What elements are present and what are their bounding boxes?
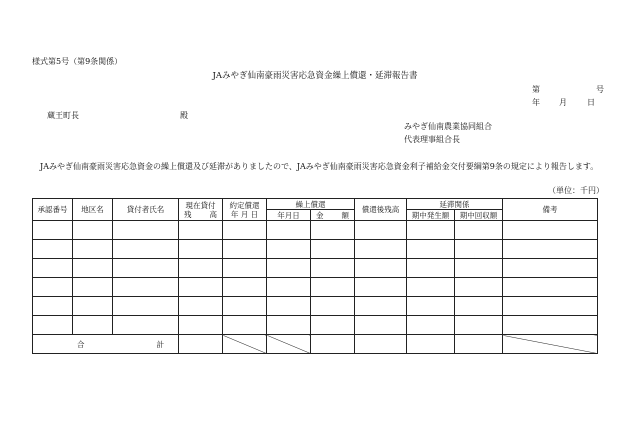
- cell[interactable]: [455, 278, 503, 297]
- cell[interactable]: [311, 278, 355, 297]
- total-balance-cell[interactable]: [179, 335, 223, 354]
- header-remarks: 備考: [503, 199, 598, 221]
- cell[interactable]: [407, 278, 455, 297]
- header-post-balance: 償還後残高: [355, 199, 407, 221]
- cell[interactable]: [355, 278, 407, 297]
- cell[interactable]: [267, 278, 311, 297]
- cell[interactable]: [503, 316, 598, 335]
- cell[interactable]: [455, 316, 503, 335]
- total-remarks-slash: [503, 335, 598, 354]
- cell[interactable]: [73, 259, 113, 278]
- cell[interactable]: [503, 297, 598, 316]
- total-contract-slash: [223, 335, 267, 354]
- cell[interactable]: [311, 240, 355, 259]
- total-overdue-occurred-cell[interactable]: [407, 335, 455, 354]
- cell[interactable]: [113, 316, 179, 335]
- cell[interactable]: [179, 221, 223, 240]
- cell[interactable]: [179, 297, 223, 316]
- cell[interactable]: [355, 240, 407, 259]
- total-early-date-slash: [267, 335, 311, 354]
- cell[interactable]: [179, 278, 223, 297]
- total-overdue-collected-cell[interactable]: [455, 335, 503, 354]
- document-title: JAみやぎ仙南豪雨災害応急資金繰上償還・延滞報告書: [212, 71, 418, 81]
- date-line: [532, 99, 595, 107]
- number-go-label: 号: [596, 85, 604, 94]
- cell[interactable]: [267, 316, 311, 335]
- cell[interactable]: [113, 240, 179, 259]
- cell[interactable]: [73, 240, 113, 259]
- table-row: [33, 221, 598, 240]
- total-label-kei: 計: [156, 339, 164, 349]
- cell[interactable]: [33, 316, 73, 335]
- honorific: 殿: [180, 111, 188, 120]
- header-overdue: 延滞関係: [407, 199, 503, 210]
- cell[interactable]: [223, 297, 267, 316]
- cell[interactable]: [33, 259, 73, 278]
- cell[interactable]: [113, 259, 179, 278]
- total-post-balance-cell[interactable]: [355, 335, 407, 354]
- cell[interactable]: [267, 297, 311, 316]
- cell[interactable]: [355, 259, 407, 278]
- table-row: [33, 316, 598, 335]
- cell[interactable]: [179, 259, 223, 278]
- cell[interactable]: [503, 278, 598, 297]
- date-year-label: 年: [532, 98, 540, 107]
- cell[interactable]: [503, 221, 598, 240]
- header-early-amount: [311, 210, 355, 221]
- cell[interactable]: [223, 278, 267, 297]
- cell[interactable]: [73, 316, 113, 335]
- organization-name: みやぎ仙南農業協同組合: [404, 122, 492, 131]
- cell[interactable]: [407, 259, 455, 278]
- cell[interactable]: [113, 297, 179, 316]
- cell[interactable]: [407, 221, 455, 240]
- header-early-amount-kin: 金: [316, 210, 324, 220]
- cell[interactable]: [407, 316, 455, 335]
- cell[interactable]: [311, 259, 355, 278]
- addressee: 蔵王町長: [47, 111, 79, 120]
- cell[interactable]: [73, 221, 113, 240]
- cell[interactable]: [223, 221, 267, 240]
- header-contract-top: 約定償還: [229, 200, 260, 210]
- cell[interactable]: [311, 316, 355, 335]
- total-early-amount-cell[interactable]: [311, 335, 355, 354]
- header-early-amount-gaku: 額: [341, 210, 349, 220]
- cell[interactable]: [503, 259, 598, 278]
- table-row: [33, 240, 598, 259]
- cell[interactable]: [267, 240, 311, 259]
- cell[interactable]: [33, 278, 73, 297]
- header-overdue-occurred: 期中発生額: [407, 210, 455, 221]
- cell[interactable]: [355, 297, 407, 316]
- header-early-date: 年月日: [267, 210, 311, 221]
- cell[interactable]: [33, 240, 73, 259]
- cell[interactable]: [73, 297, 113, 316]
- body-text: JAみやぎ仙南豪雨災害応急資金の繰上償還及び延滞がありましたので、JAみやぎ仙南豪雨災害応急資金利子補給金交付要綱第9条の規定により報告します。: [40, 162, 599, 171]
- total-label-go: 合: [77, 339, 85, 349]
- total-row: [33, 335, 598, 354]
- header-contract-date: 年 月 日: [230, 209, 259, 219]
- unit-label: （単位：千円）: [548, 186, 604, 195]
- cell[interactable]: [355, 316, 407, 335]
- cell[interactable]: [267, 259, 311, 278]
- cell[interactable]: [455, 221, 503, 240]
- header-balance-ko: 高: [209, 209, 217, 219]
- cell[interactable]: [223, 240, 267, 259]
- cell[interactable]: [407, 240, 455, 259]
- cell[interactable]: [311, 221, 355, 240]
- table-row: [33, 259, 598, 278]
- header-borrower: 貸付者氏名: [113, 199, 179, 221]
- table-row: [33, 297, 598, 316]
- cell[interactable]: [33, 221, 73, 240]
- date-day-label: 日: [587, 98, 595, 107]
- cell[interactable]: [179, 316, 223, 335]
- header-early-repayment: 繰上償還: [267, 199, 355, 210]
- header-overdue-collected: 期中回収額: [455, 210, 503, 221]
- cell[interactable]: [455, 240, 503, 259]
- cell[interactable]: [267, 221, 311, 240]
- cell[interactable]: [113, 278, 179, 297]
- number-dai-label: 第: [532, 85, 540, 94]
- header-balance: [179, 199, 223, 221]
- cell[interactable]: [355, 221, 407, 240]
- header-balance-top: 現在貸付: [185, 200, 216, 210]
- cell[interactable]: [223, 259, 267, 278]
- cell[interactable]: [407, 297, 455, 316]
- cell[interactable]: [455, 297, 503, 316]
- cell[interactable]: [179, 240, 223, 259]
- form-number: 様式第5号（第9条関係）: [32, 57, 123, 66]
- cell[interactable]: [113, 221, 179, 240]
- total-label: [33, 335, 179, 354]
- table-row: [33, 278, 598, 297]
- cell[interactable]: [311, 297, 355, 316]
- representative-title: 代表理事組合長: [404, 135, 460, 144]
- date-month-label: 月: [559, 98, 567, 107]
- cell[interactable]: [503, 240, 598, 259]
- report-table: [32, 198, 598, 354]
- cell[interactable]: [33, 297, 73, 316]
- header-balance-zan: 残: [184, 209, 192, 219]
- cell[interactable]: [73, 278, 113, 297]
- header-approval-no: 承認番号: [33, 199, 73, 221]
- header-district: 地区名: [73, 199, 113, 221]
- cell[interactable]: [223, 316, 267, 335]
- header-contract: [223, 199, 267, 221]
- cell[interactable]: [455, 259, 503, 278]
